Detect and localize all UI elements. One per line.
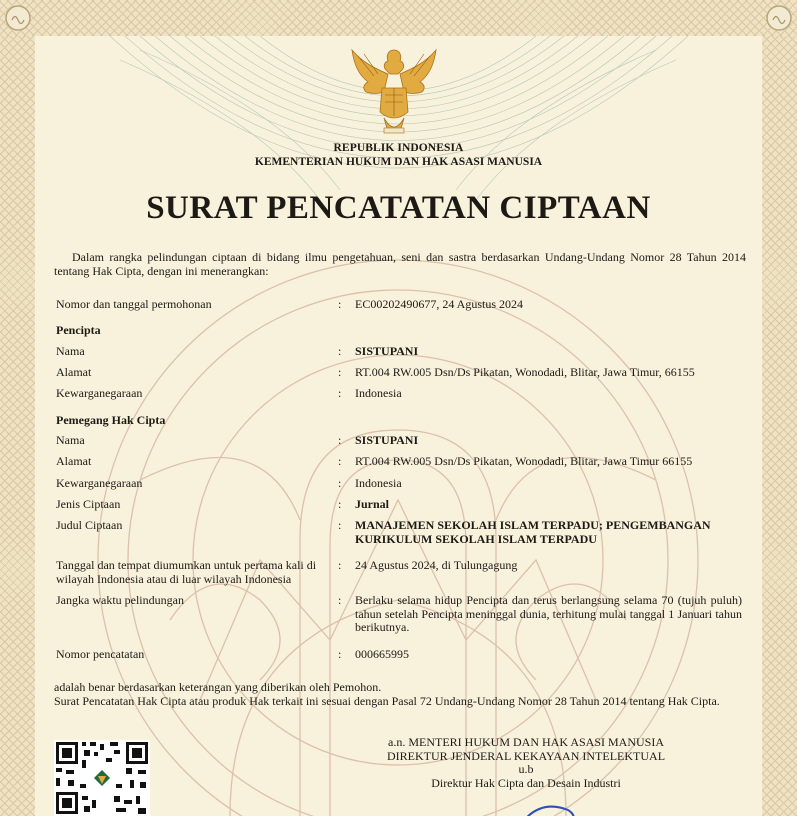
intro-paragraph: Dalam rangka pelindungan ciptaan di bidang ilmu pengetahuan, seni dan sastra berdasarkan Undang-Undang Nomor 28 Tahun 2014 tentang Hak Cipta, dengan ini menerangkan:	[54, 250, 746, 278]
separator: :	[338, 454, 342, 468]
signature-stroke	[508, 800, 588, 816]
separator: :	[338, 476, 342, 490]
separator: :	[338, 297, 342, 311]
field-value: Indonesia	[355, 386, 402, 400]
signature-block	[340, 736, 712, 790]
field-label: Nomor pencatatan	[56, 647, 145, 661]
separator: :	[338, 518, 342, 532]
field-value: MANAJEMEN SEKOLAH ISLAM TERPADU; PENGEMBANGAN KURIKULUM SEKOLAH ISLAM TERPADU	[355, 518, 711, 546]
field-value: SISTUPANI	[355, 344, 419, 358]
separator: :	[338, 558, 342, 572]
field-value: SISTUPANI	[355, 433, 419, 447]
separator: :	[338, 433, 342, 447]
separator: :	[338, 344, 342, 358]
signature-line: DIREKTUR JENDERAL KEKAYAAN INTELEKTUAL	[386, 748, 666, 763]
closing-line: Surat Pencatatan Hak Cipta atau produk Hak terkait ini sesuai dengan Pasal 72 Undang-Undang Nomor 28 Tahun 2014 tentang Hak Cipta.	[54, 694, 720, 708]
closing-statement	[54, 680, 746, 708]
separator: :	[338, 497, 342, 511]
separator: :	[338, 365, 342, 379]
header-country: REPUBLIK INDONESIA	[333, 142, 464, 154]
field-label: Judul Ciptaan	[56, 518, 123, 532]
field-label: Nama	[56, 433, 85, 447]
garuda-emblem-icon	[344, 40, 444, 140]
separator: :	[338, 386, 342, 400]
page-title: SURAT PENCATATAN CIPTAAN	[146, 190, 651, 226]
separator: :	[338, 593, 342, 607]
separator: :	[338, 647, 342, 661]
signature-line: u.b	[518, 762, 534, 776]
closing-line: adalah benar berdasarkan keterangan yang diberikan oleh Pemohon.	[54, 680, 382, 694]
header-ministry: KEMENTERIAN HUKUM DAN HAK ASASI MANUSIA	[254, 156, 543, 168]
section-pencipta: Pencipta	[56, 323, 101, 337]
signature-line: Direktur Hak Cipta dan Desain Industri	[431, 775, 621, 790]
field-label: Tanggal dan tempat diumumkan untuk pertama kali di wilayah Indonesia atau di luar wilayah Indonesia	[56, 558, 317, 586]
field-label: Kewarganegaraan	[56, 476, 143, 490]
field-label: Alamat	[56, 365, 92, 379]
field-value: Indonesia	[355, 476, 402, 490]
field-value: 24 Agustus 2024, di Tulungagung	[355, 558, 518, 572]
field-label: Nama	[56, 344, 85, 358]
field-label: Kewarganegaraan	[56, 386, 143, 400]
field-value: Berlaku selama hidup Pencipta dan terus berlangsung selama 70 (tujuh puluh) tahun setelah Pencipta meninggal dunia, terhitung mulai tanggal 1 Januari tahun berikutnya.	[355, 593, 742, 634]
qr-code-icon	[54, 740, 150, 816]
section-pemegang: Pemegang Hak Cipta	[56, 413, 166, 427]
field-label: Nomor dan tanggal permohonan	[56, 297, 212, 311]
field-value: Jurnal	[355, 497, 390, 511]
field-value: RT.004 RW.005 Dsn/Ds Pikatan, Wonodadi, Blitar, Jawa Timur 66155	[355, 454, 693, 468]
field-value: RT.004 RW.005 Dsn/Ds Pikatan, Wonodadi, Blitar, Jawa Timur, 66155	[355, 365, 695, 379]
field-label: Alamat	[56, 454, 92, 468]
field-value: EC00202490677, 24 Agustus 2024	[355, 297, 524, 311]
field-value: 000665995	[355, 647, 409, 661]
field-label: Jenis Ciptaan	[56, 497, 121, 511]
field-label: Jangka waktu pelindungan	[56, 593, 184, 607]
signature-line: a.n. MENTERI HUKUM DAN HAK ASASI MANUSIA	[388, 735, 664, 749]
